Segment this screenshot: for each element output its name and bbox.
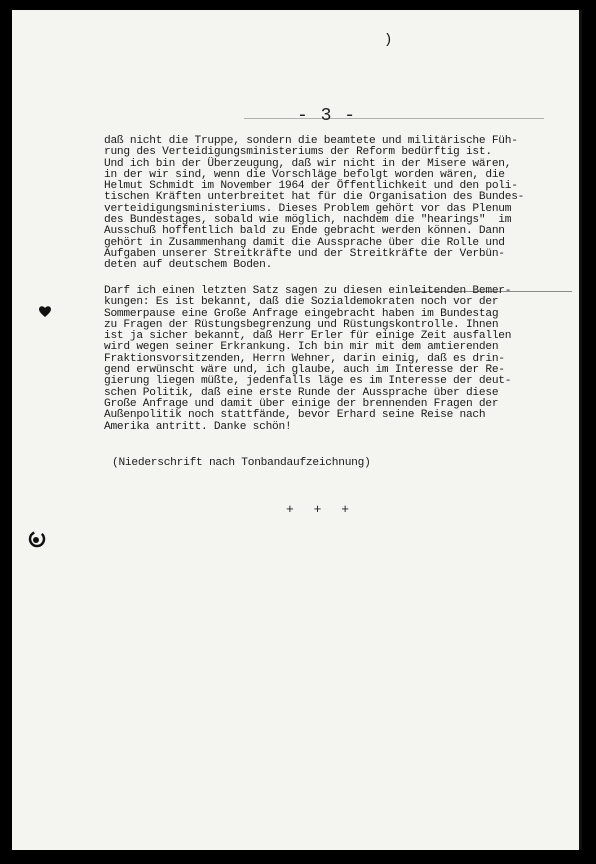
text-line: Ausschuß hoffentlich bald zu Ende gebracht werden können. Dann [104,225,505,238]
text-line: daß nicht die Truppe, sondern die beamtete und militärische Füh- [104,135,518,147]
text-line: zu Fragen der Rüstungsbegrenzung und Rüstungskontrolle. Ihnen [104,318,499,331]
text-line: Aufgaben unserer Streitkräfte und der Streitkräfte der Verbün- [104,247,505,260]
document-page [12,10,582,850]
page-number: - 3 - [297,106,357,126]
text-line: gierung liegen müßte, jedenfalls läge es im Interesse der deut- [104,375,512,388]
text-line: gend erwünscht wäre und, ich glaube, auch im Interesse der Re- [104,364,505,377]
text-line: tischen Kräften unterbreitet hat für die Organisation des Bundes- [104,191,525,204]
text-line: deten auf deutschem Boden. [104,259,273,272]
text-line: schen Politik, daß eine erste Runde der Aussprache über diese [104,386,499,399]
corner-mark: ) [384,32,393,48]
punch-hole-icon [28,530,46,548]
paragraph-1 [104,136,540,272]
section-separator: + + + [286,502,356,517]
text-line: wird wegen seiner Erkrankung. Ich bin mir mit dem amtierenden [104,341,499,354]
text-line: Amerika antritt. Danke schön! [104,420,292,433]
text-line: Außenpolitik noch stattfände, bevor Erhard seine Reise nach [104,409,486,422]
text-line: Und ich bin der Überzeugung, daß wir nicht in der Misere wären, [104,157,512,170]
text-line: rung des Verteidigungsministeriums der Reform bedürftig ist. [104,146,492,159]
text-line: Fraktionsvorsitzenden, Herrn Wehner, darin einig, daß es drin- [104,352,505,365]
text-line: ist ja sicher bekannt, daß Herr Erler für einige Zeit ausfallen [104,330,512,343]
text-line: gehört in Zusammenhang damit die Aussprache über die Rolle und [104,236,505,249]
text-line: des Bundestages, sobald wie möglich, nachdem die "hearings" im [104,214,512,227]
text-line: Sommerpause eine Große Anfrage eingebracht haben im Bundestag [104,307,499,320]
text-line: Große Anfrage und damit über einige der brennenden Fragen der [104,397,499,410]
text-line: in der wir sind, wenn die Vorschläge befolgt worden wären, die [104,168,505,181]
text-line: kungen: Es ist bekannt, daß die Sozialdemokraten noch vor der [104,296,499,309]
text-line: verteidigungsministeriums. Dieses Problem gehört vor das Plenum [104,202,512,215]
margin-blot-icon [38,304,52,318]
margin-rule [244,118,544,119]
paragraph-2 [104,286,540,433]
transcript-note: (Niederschrift nach Tonbandaufzeichnung) [112,457,371,469]
text-line: Helmut Schmidt im November 1964 der Öffentlichkeit und den poli- [104,180,518,193]
text-line: Darf ich einen letzten Satz sagen zu diesen einleitenden Bemer- [104,285,512,297]
